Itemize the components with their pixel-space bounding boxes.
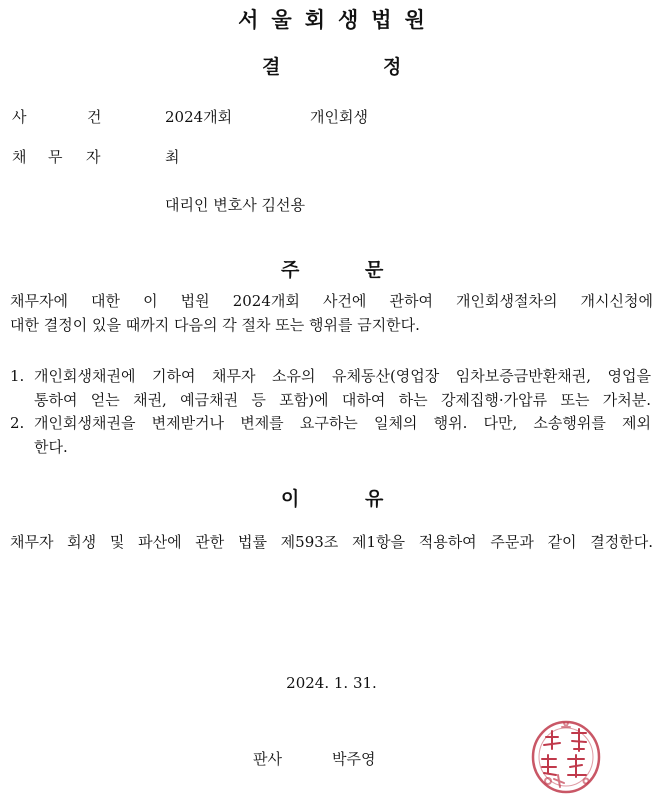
debtor-name: 최 bbox=[165, 148, 180, 166]
title-char: 결 bbox=[262, 56, 281, 78]
case-label-char: 사 bbox=[12, 108, 27, 126]
order-item-line: 개인회생채권에 기하여 채무자 소유의 유체동산(영업장 임차보증금반환채권, 영업을 bbox=[34, 367, 651, 385]
order-item-line: 한다. bbox=[34, 438, 68, 456]
order-item-number: 2. bbox=[10, 414, 25, 432]
seal-graphic bbox=[528, 715, 604, 797]
debtor-agent: 대리인 변호사 김선용 bbox=[165, 196, 305, 214]
order-heading-char: 주 bbox=[281, 259, 300, 281]
case-type: 개인회생 bbox=[310, 108, 368, 126]
debtor-label-char: 자 bbox=[86, 148, 101, 166]
order-intro-line: 채무자에 대한 이 법원 2024개회 사건에 관하여 개인회생절차의 개시신청에 bbox=[10, 292, 653, 310]
debtor-label-char: 무 bbox=[48, 148, 63, 166]
order-item-line: 개인회생채권을 변제받거나 변제를 요구하는 일체의 행위. 다만, 소송행위를 제외 bbox=[34, 414, 651, 432]
reason-text: 채무자 회생 및 파산에 관한 법률 제593조 제1항을 적용하여 주문과 같이 결정한다. bbox=[10, 533, 653, 551]
decision-date: 2024. 1. 31. bbox=[286, 674, 377, 692]
debtor-label-char: 채 bbox=[12, 148, 27, 166]
order-intro-line: 대한 결정이 있을 때까지 다음의 각 절차 또는 행위를 금지한다. bbox=[10, 316, 420, 334]
court-name: 서울회생법원 bbox=[238, 8, 438, 32]
order-item-number: 1. bbox=[10, 367, 25, 385]
judge-title: 판사 bbox=[253, 750, 282, 768]
title-char: 정 bbox=[383, 56, 402, 78]
court-seal-stamp bbox=[528, 715, 604, 797]
case-number: 2024개회 bbox=[165, 108, 233, 126]
case-label-char: 건 bbox=[87, 108, 102, 126]
reason-heading-char: 이 bbox=[281, 488, 300, 510]
order-item-line: 통하여 얻는 채권, 예금채권 등 포함)에 대하여 하는 강제집행·가압류 또는 가처분. bbox=[34, 391, 651, 409]
order-heading-char: 문 bbox=[365, 259, 384, 281]
judge-name: 박주영 bbox=[332, 750, 376, 768]
reason-heading-char: 유 bbox=[365, 488, 384, 510]
